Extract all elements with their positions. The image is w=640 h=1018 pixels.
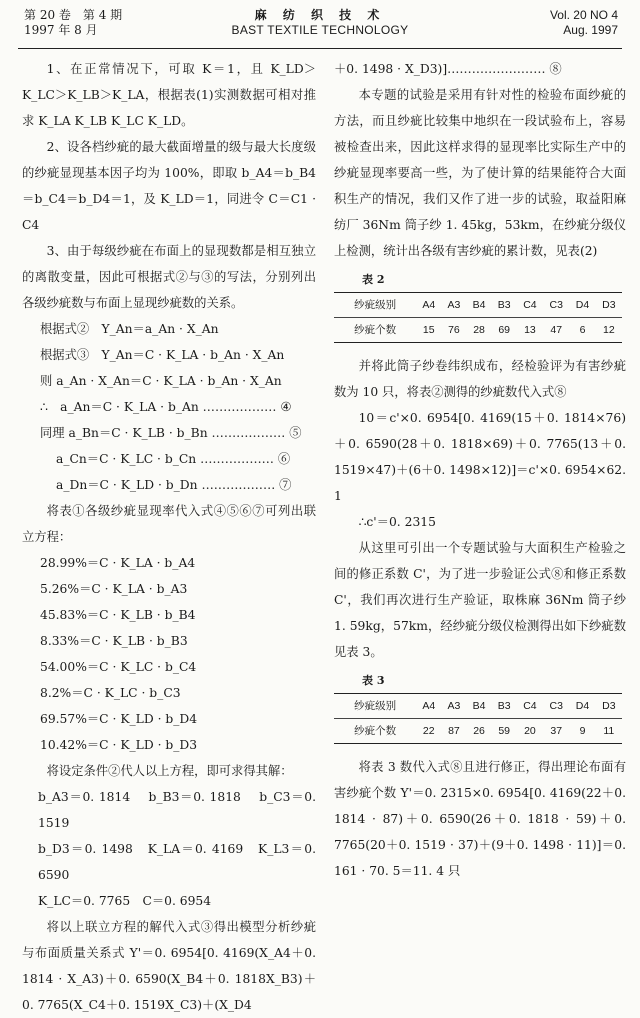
header-rule — [18, 48, 622, 49]
equation: 同理 a_Bn＝C · K_LB · b_Bn ……………… ⑤ — [40, 426, 302, 440]
equation-result: ∴c'＝0. 2315 — [358, 515, 436, 529]
system-equation: 8.33%＝C · K_LB · b_B3 — [40, 634, 188, 648]
table-header-cell: D4 — [569, 694, 595, 719]
table-cell: 76 — [441, 318, 466, 343]
table-row — [334, 719, 622, 744]
table-cell: 6 — [569, 318, 595, 343]
table-header-cell: D3 — [596, 694, 622, 719]
table-2-caption: 表 2 — [362, 273, 385, 286]
table-header-cell: 纱疵级别 — [334, 694, 416, 719]
table-header-cell: A3 — [441, 694, 466, 719]
paragraph: 3、由于每级纱疵在布面上的显现数都是相互独立的离散变量，因此可根据式②与③的写法，分别列出各级纱疵数与布面上显现纱疵数的关系。 — [22, 244, 316, 310]
solution-line: b_D3＝0. 1498 K_LA＝0. 4169 K_L3＝0. 6590 — [38, 842, 316, 882]
paragraph: 将表①各级纱疵显现率代入式④⑤⑥⑦可列出联立方程： — [22, 504, 316, 544]
table-header-cell: C4 — [517, 293, 543, 318]
table-cell: 87 — [441, 719, 466, 744]
table-header-row — [334, 694, 622, 719]
journal-title-en: BAST TEXTILE TECHNOLOGY — [231, 23, 409, 37]
table-header-cell: C3 — [543, 694, 569, 719]
volume-cn: 第 20 卷 第 4 期 — [24, 8, 123, 22]
table-cell: 69 — [492, 318, 517, 343]
table-header-cell: B3 — [492, 694, 517, 719]
date-en: Aug. 1997 — [563, 23, 618, 37]
left-column — [22, 56, 316, 1018]
equation: a_Dn＝C · K_LD · b_Dn ……………… ⑦ — [56, 478, 292, 492]
paragraph: 本专题的试验是采用有针对性的检验布面纱疵的方法，而且纱疵比较集中地织在一段试验布上，容易被检查出来，因此这样求得的显现率比实际生产中的纱疵显现率要高一些，为了使计算的结果能符合大面积生产的情况，我们又作了进一步的试验，取益阳麻纺厂 36Nm 筒子纱 1. 45kg，53km，在纱疵分级仪上检测，统计出各级有害纱疵的累计数，见表(2) — [334, 88, 626, 258]
page-header — [0, 0, 640, 52]
table-3-caption: 表 3 — [362, 674, 385, 687]
table-header-cell: A4 — [416, 694, 441, 719]
table-cell: 26 — [466, 719, 491, 744]
table-header-row — [334, 293, 622, 318]
paragraph: 将以上联立方程的解代入式③得出模型分析纱疵与布面质量关系式 Y'＝0. 6954[0. 4169(X_A4＋0. 1814 · X_A3)＋0. 6590(X_B4＋0. 1818X_B3)＋0. 7765(X_C4＋0. 1519X_C3)＋(X_D4 — [22, 920, 316, 1012]
system-equation: 8.2%＝C · K_LC · b_C3 — [40, 686, 181, 700]
equation: 则 a_An · X_An＝C · K_LA · b_An · X_An — [40, 374, 282, 388]
table-cell: 12 — [596, 318, 622, 343]
table-header-cell: D4 — [569, 293, 595, 318]
table-2 — [334, 292, 622, 343]
table-header-cell: A4 — [416, 293, 441, 318]
table-3 — [334, 693, 622, 744]
header-center — [0, 8, 640, 38]
table-cell: 47 — [543, 318, 569, 343]
table-header-cell: B4 — [466, 694, 491, 719]
table-cell: 纱疵个数 — [334, 318, 416, 343]
table-header-cell: B4 — [466, 293, 491, 318]
table-cell: 20 — [517, 719, 543, 744]
date-cn: 1997 年 8 月 — [24, 23, 98, 37]
paragraph: 1、在正常情况下，可取 K＝1，且 K_LD＞K_LC＞K_LB＞K_LA，根据表(1)实测数据可相对推求 K_LA K_LB K_LC K_LD。 — [22, 62, 316, 128]
table-cell: 28 — [466, 318, 491, 343]
paragraph: 并将此筒子纱卷纬织成布，经检验评为有害纱疵数为 10 只，将表②测得的纱疵数代入式⑧ — [334, 359, 626, 399]
table-cell: 9 — [569, 719, 595, 744]
equation: 根据式③ Y_An＝C · K_LA · b_An · X_An — [40, 348, 285, 362]
table-cell: 13 — [517, 318, 543, 343]
paragraph: 2、设各档纱疵的最大截面增量的级与最大长度级的纱疵显现基本因子均为 100%，即取 b_A4＝b_B4＝b_C4＝b_D4＝1，及 K_LD＝1，同进令 C＝C1 · C4 — [22, 140, 316, 232]
table-header-cell: C4 — [517, 694, 543, 719]
system-equation: 10.42%＝C · K_LD · b_D3 — [40, 738, 198, 752]
system-equation: 54.00%＝C · K_LC · b_C4 — [40, 660, 197, 674]
table-header-cell: D3 — [596, 293, 622, 318]
equation: ∴ a_An＝C · K_LA · b_An ……………… ④ — [40, 400, 292, 414]
table-header-cell: C3 — [543, 293, 569, 318]
paragraph: 将设定条件②代人以上方程，即可求得其解： — [46, 764, 293, 778]
table-header-cell: 纱疵级别 — [334, 293, 416, 318]
journal-title-cn: 麻 纺 织 技 术 — [254, 8, 386, 22]
table-header-cell: B3 — [492, 293, 517, 318]
equation-continuation: ＋0. 1498 · X_D3)]…………………… ⑧ — [334, 62, 562, 76]
system-equation: 5.26%＝C · K_LA · b_A3 — [40, 582, 188, 596]
equation: 根据式② Y_An＝a_An · X_An — [40, 322, 219, 336]
solution-line: K_LC＝0. 7765 C＝0. 6954 — [38, 894, 212, 908]
table-cell: 纱疵个数 — [334, 719, 416, 744]
equation-block: 10＝c'×0. 6954[0. 4169(15＋0. 1814×76)＋0. 6590(28＋0. 1818×69)＋0. 7765(13＋0. 1519×47)＋(6＋0. 1498×12)]＝c'×0. 6954×62. 1 — [334, 411, 626, 503]
table-header-cell: A3 — [441, 293, 466, 318]
table-row — [334, 318, 622, 343]
paragraph: 将表 3 数代入式⑧且进行修正，得出理论布面有害纱疵个数 Y'＝0. 2315×0. 6954[0. 4169(22＋0. 1814 · 87)＋0. 6590(26＋0. 1818 · 59)＋0. 7765(20＋0. 1519 · 37)＋(9＋0. 1498 · 11)]＝0. 161 · 70. 5＝11. 4 只 — [334, 760, 626, 878]
table-cell: 37 — [543, 719, 569, 744]
system-equation: 45.83%＝C · K_LB · b_B4 — [40, 608, 196, 622]
table-cell: 11 — [596, 719, 622, 744]
equation: a_Cn＝C · K_LC · b_Cn ……………… ⑥ — [56, 452, 291, 466]
right-column — [334, 56, 626, 884]
paragraph: 从这里可引出一个专题试验与大面积生产检验之间的修正系数 C'，为了进一步验证公式⑧和修正系数 C'，我们再次进行生产验证，取株麻 36Nm 筒子纱 1. 59kg，57km，经纱疵分级仪检测得出如下纱疵数见表 3。 — [334, 541, 626, 659]
table-cell: 22 — [416, 719, 441, 744]
system-equation: 28.99%＝C · K_LA · b_A4 — [40, 556, 196, 570]
header-right — [550, 8, 618, 38]
table-cell: 59 — [492, 719, 517, 744]
system-equation: 69.57%＝C · K_LD · b_D4 — [40, 712, 198, 726]
table-cell: 15 — [416, 318, 441, 343]
solution-line: b_A3＝0. 1814 b_B3＝0. 1818 b_C3＝0. 1519 — [38, 790, 316, 830]
volume-en: Vol. 20 NO 4 — [549, 8, 618, 22]
